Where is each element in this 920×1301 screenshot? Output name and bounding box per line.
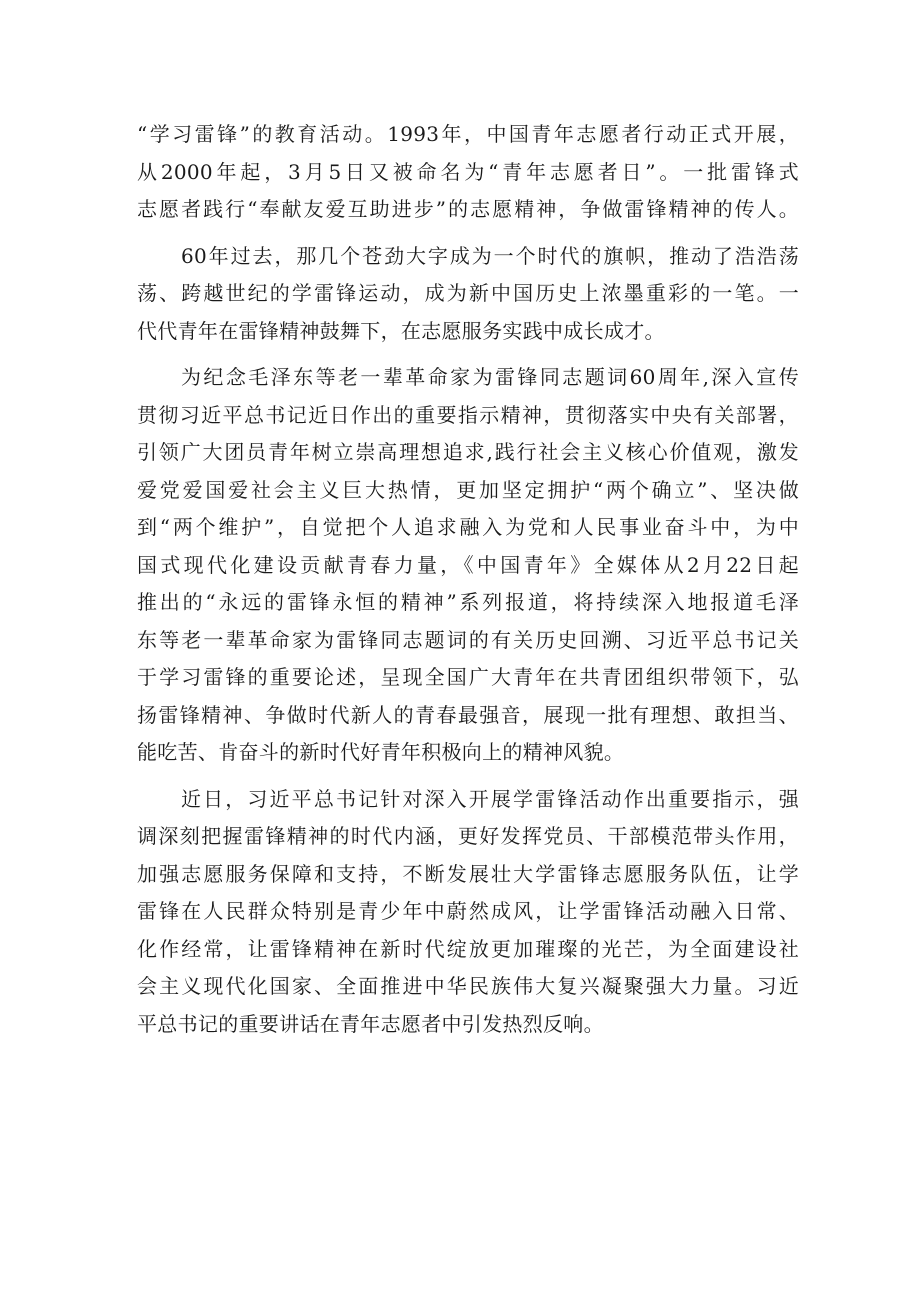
text-line: 平总书记的重要讲话在青年志愿者中引发热烈反响。 bbox=[137, 1011, 604, 1036]
text-line: 化作经常，让雷锋精神在新时代绽放更加璀璨的光芒，为全面建设社 bbox=[137, 936, 799, 961]
paragraph bbox=[137, 359, 799, 772]
text-line: 能吃苦、肯奋斗的新时代好青年积极向上的精神风貌。 bbox=[137, 740, 625, 764]
text-line: 扬雷锋精神、争做时代新人的青春最强音，展现一批有理想、敢担当、 bbox=[137, 702, 799, 727]
text-line: 志愿者践行“奉献友爱互助进步”的志愿精神，争做雷锋精神的传人。 bbox=[137, 197, 799, 221]
article-body bbox=[137, 116, 799, 1043]
text-line: 贯彻习近平总书记近日作出的重要指示精神，贯彻落实中央有关部署， bbox=[137, 402, 799, 427]
text-line: 加强志愿服务保障和支持，不断发展壮大学雷锋志愿服务队伍，让学 bbox=[137, 861, 799, 886]
paragraph bbox=[137, 238, 799, 351]
text-line: 近日，习近平总书记针对深入开展学雷锋活动作出重要指示，强 bbox=[181, 786, 799, 811]
text-line: 雷锋在人民群众特别是青少年中蔚然成风，让学雷锋活动融入日常、 bbox=[137, 899, 799, 923]
text-line: 荡、跨越世纪的学雷锋运动，成为新中国历史上浓墨重彩的一笔。一 bbox=[137, 281, 799, 305]
text-line: 60年过去，那几个苍劲大字成为一个时代的旗帜，推动了浩浩荡 bbox=[181, 243, 799, 268]
text-line: 引领广大团员青年树立崇高理想追求,践行社会主义核心价值观，激发 bbox=[137, 440, 799, 464]
text-line: 调深刻把握雷锋精神的时代内涵，更好发挥党员、干部模范带头作用， bbox=[137, 824, 799, 848]
text-line: “学习雷锋”的教育活动。1993年，中国青年志愿者行动正式开展， bbox=[137, 122, 799, 146]
text-line: 爱党爱国爱社会主义巨大热情，更加坚定拥护“两个确立”、坚决做 bbox=[137, 477, 799, 502]
text-line: 东等老一辈革命家为雷锋同志题词的有关历史回溯、习近平总书记关 bbox=[137, 627, 799, 652]
text-line: 到“两个维护”，自觉把个人追求融入为党和人民事业奋斗中，为中 bbox=[137, 515, 799, 539]
text-line: 推出的“永远的雷锋永恒的精神”系列报道，将持续深入地报道毛泽 bbox=[137, 590, 799, 614]
text-line: 会主义现代化国家、全面推进中华民族伟大复兴凝聚强大力量。习近 bbox=[137, 974, 799, 998]
text-line: 为纪念毛泽东等老一辈革命家为雷锋同志题词60周年,深入宣传 bbox=[181, 365, 799, 389]
paragraph bbox=[137, 116, 799, 229]
text-line: 国式现代化建设贡献青春力量，《中国青年》全媒体从2月22日起 bbox=[137, 552, 799, 577]
text-line: 从2000年起，3月5日又被命名为“青年志愿者日”。一批雷锋式 bbox=[137, 159, 799, 184]
text-line: 于学习雷锋的重要论述，呈现全国广大青年在共青团组织带领下，弘 bbox=[137, 665, 799, 689]
paragraph bbox=[137, 781, 799, 1044]
text-line: 代代青年在雷锋精神鼓舞下，在志愿服务实践中成长成才。 bbox=[137, 318, 665, 343]
